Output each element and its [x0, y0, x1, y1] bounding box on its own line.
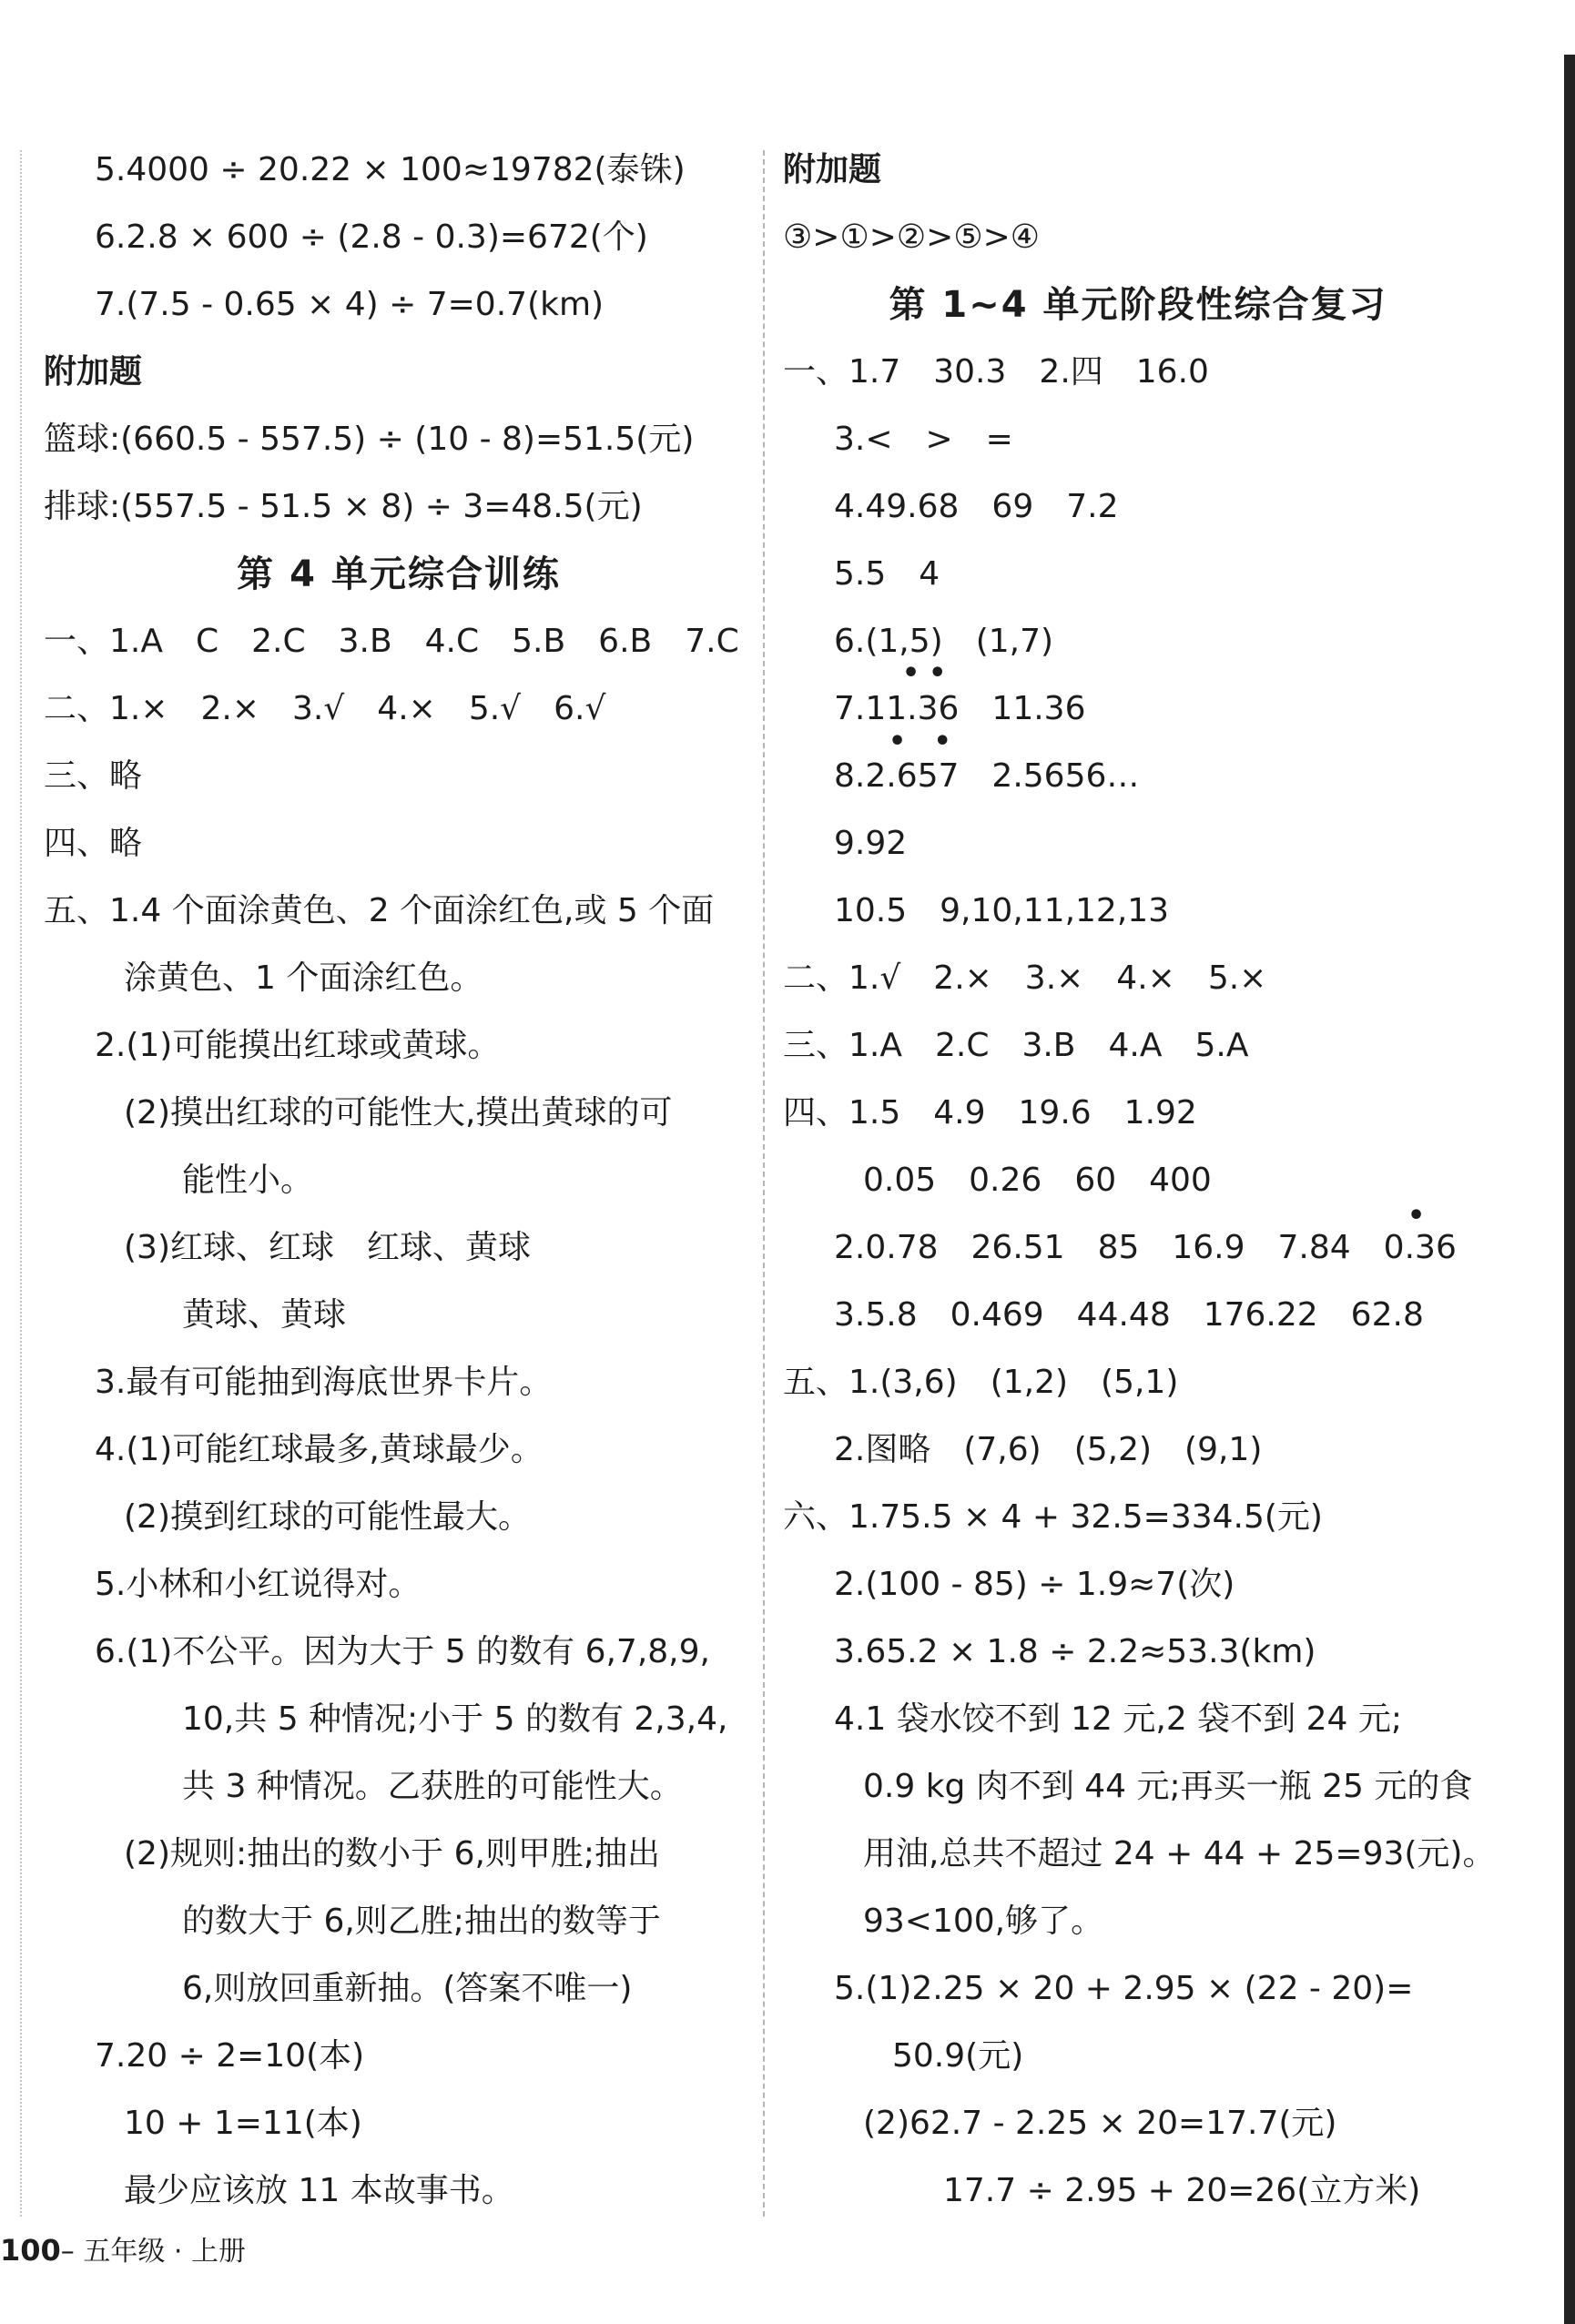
- answer-line: 3.5.8 0.469 44.48 176.22 62.8: [834, 1296, 1424, 1334]
- answer-line: 5.5 4: [834, 555, 940, 593]
- answer-line: ③>①>②>⑤>④: [783, 218, 1041, 256]
- answer-line: 4.1 袋水饺不到 12 元,2 袋不到 24 元;: [834, 1700, 1403, 1738]
- answer-line: 3.65.2 × 1.8 ÷ 2.2≈53.3(km): [834, 1633, 1316, 1670]
- answer-line: 三、略: [44, 757, 143, 795]
- answer-line: 六、1.75.5 × 4 + 32.5=334.5(元): [783, 1498, 1323, 1536]
- answer-line: 二、1.√ 2.× 3.× 4.× 5.×: [783, 959, 1267, 997]
- answer-line: 7.20 ÷ 2=10(本): [95, 2037, 365, 2075]
- scan-edge-bar: [1564, 55, 1575, 2324]
- grade-label: 五年级 · 上册: [83, 2236, 246, 2268]
- answer-line: 6,则放回重新抽。(答案不唯一): [182, 1970, 633, 2007]
- footer-dash: –: [60, 2236, 84, 2268]
- section-heading: 附加题: [44, 353, 143, 391]
- answer-line: 5.小林和小红说得对。: [95, 1566, 422, 1603]
- repeating-dots-mark: ••: [902, 657, 956, 689]
- answer-line: 五、1.4 个面涂黄色、2 个面涂红色,或 5 个面: [44, 892, 715, 929]
- answer-line: 2.(1)可能摸出红球或黄球。: [95, 1027, 501, 1064]
- answer-line: (3)红球、红球 红球、黄球: [124, 1229, 531, 1266]
- left-column: [44, 137, 754, 2225]
- answer-line: 0.9 kg 肉不到 44 元;再买一瓶 25 元的食: [863, 1768, 1473, 1805]
- answer-line: 篮球:(660.5 - 557.5) ÷ (10 - 8)=51.5(元): [44, 421, 695, 458]
- section-heading: 附加题: [783, 151, 882, 188]
- answer-line: 4.49.68 69 7.2: [834, 488, 1119, 525]
- right-column: [783, 137, 1496, 2225]
- answer-line: 二、1.× 2.× 3.√ 4.× 5.√ 6.√: [44, 690, 606, 727]
- answer-line: 一、1.A C 2.C 3.B 4.C 5.B 6.B 7.C: [44, 623, 739, 660]
- answer-line: 17.7 ÷ 2.95 + 20=26(立方米): [943, 2172, 1421, 2209]
- answer-line: 3.< > =: [834, 421, 1013, 458]
- answer-line: 2.0.78 26.51 85 16.9 7.84 0.36: [834, 1229, 1457, 1266]
- answer-line: (2)摸出红球的可能性大,摸出黄球的可: [124, 1094, 673, 1132]
- answer-line: 7.11.36 11.36: [834, 690, 1086, 727]
- unit-title: 第 4 单元综合训练: [237, 553, 561, 595]
- answer-line: 排球:(557.5 - 51.5 × 8) ÷ 3=48.5(元): [44, 488, 643, 525]
- answer-line: (2)摸到红球的可能性最大。: [124, 1498, 531, 1536]
- page-footer: [0, 2223, 246, 2278]
- answer-line: 6.(1)不公平。因为大于 5 的数有 6,7,8,9,: [95, 1633, 710, 1670]
- answer-line: 能性小。: [182, 1162, 314, 1199]
- answer-line: 4.(1)可能红球最多,黄球最少。: [95, 1431, 544, 1468]
- answer-line: 一、1.7 30.3 2.四 16.0: [783, 353, 1209, 391]
- answer-line: 用油,总共不超过 24 + 44 + 25=93(元)。: [863, 1835, 1496, 1872]
- answer-line: 9.92: [834, 825, 908, 862]
- answer-line: 黄球、黄球: [182, 1296, 347, 1334]
- answer-line: 五、1.(3,6) (1,2) (5,1): [783, 1364, 1179, 1401]
- answer-line: 的数大于 6,则乙胜;抽出的数等于: [182, 1903, 661, 1940]
- page-number: 100: [0, 2233, 61, 2268]
- column-divider: [763, 150, 765, 2217]
- answer-line: 10 + 1=11(本): [124, 2105, 362, 2142]
- answer-line: 0.05 0.26 60 400: [863, 1162, 1212, 1199]
- answer-line: 7.(7.5 - 0.65 × 4) ÷ 7=0.7(km): [95, 286, 605, 323]
- answer-line: 93<100,够了。: [863, 1903, 1104, 1940]
- answer-line: 共 3 种情况。乙获胜的可能性大。: [182, 1768, 683, 1805]
- left-margin-line: [20, 150, 22, 2217]
- answer-line: 三、1.A 2.C 3.B 4.A 5.A: [783, 1027, 1249, 1064]
- repeating-dots-mark: • •: [889, 726, 960, 757]
- unit-title: 第 1~4 单元阶段性综合复习: [889, 284, 1387, 326]
- repeating-dots-mark: •: [1407, 1200, 1435, 1232]
- answer-line: 四、1.5 4.9 19.6 1.92: [783, 1094, 1197, 1132]
- answer-line: (2)规则:抽出的数小于 6,则甲胜;抽出: [124, 1835, 661, 1872]
- answer-line: 6.2.8 × 600 ÷ (2.8 - 0.3)=672(个): [95, 218, 648, 256]
- answer-line: 10.5 9,10,11,12,13: [834, 892, 1170, 929]
- answer-line: 最少应该放 11 本故事书。: [124, 2172, 514, 2209]
- answer-line: 8.2.657 2.5656…: [834, 757, 1140, 795]
- answer-line: 3.最有可能抽到海底世界卡片。: [95, 1364, 553, 1401]
- answer-line: 2.(100 - 85) ÷ 1.9≈7(次): [834, 1566, 1235, 1603]
- answer-line: 6.(1,5) (1,7): [834, 623, 1054, 660]
- answer-line: 2.图略 (7,6) (5,2) (9,1): [834, 1431, 1263, 1468]
- answer-line: 10,共 5 种情况;小于 5 的数有 2,3,4,: [182, 1700, 728, 1738]
- answer-line: 5.(1)2.25 × 20 + 2.95 × (22 - 20)=: [834, 1970, 1414, 2007]
- answer-line: 50.9(元): [892, 2037, 1024, 2075]
- answer-line: (2)62.7 - 2.25 × 20=17.7(元): [863, 2105, 1337, 2142]
- answer-line: 5.4000 ÷ 20.22 × 100≈19782(泰铢): [95, 151, 686, 188]
- answer-line: 涂黄色、1 个面涂红色。: [124, 959, 483, 997]
- answer-line: 四、略: [44, 825, 143, 862]
